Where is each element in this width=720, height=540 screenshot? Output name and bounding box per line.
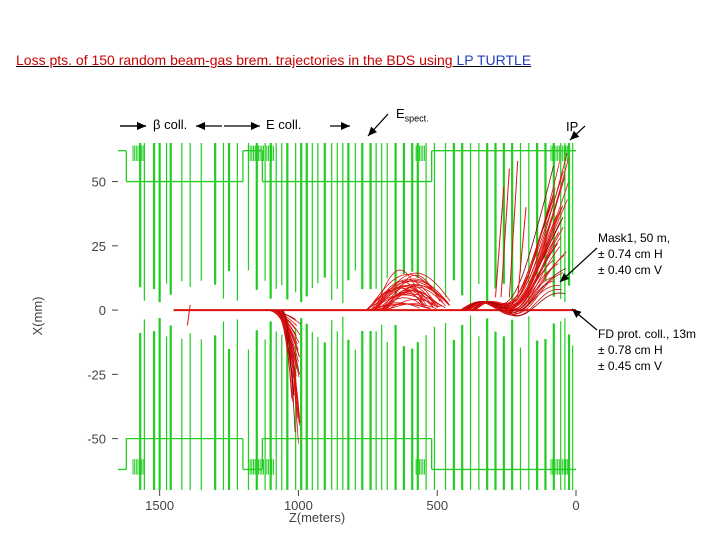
fdprot-line-2: ± 0.78 cm H — [598, 343, 663, 357]
fdprot-note — [598, 326, 696, 374]
trajectory-layer — [174, 153, 576, 444]
mask1-line-2: ± 0.74 cm H — [598, 247, 663, 261]
e-spect-main: E — [396, 106, 405, 121]
beta-coll-label: β coll. — [153, 117, 188, 132]
mask1-line-3: ± 0.40 cm V — [598, 263, 662, 277]
fdprot-line-3: ± 0.45 cm V — [598, 359, 662, 373]
y-tick-label: 0 — [98, 303, 106, 319]
e-spect-label — [396, 106, 429, 124]
e-coll-left-arrow-head — [251, 122, 260, 130]
x-axis-label: Z(meters) — [288, 510, 346, 525]
e-coll-label: E coll. — [266, 117, 302, 132]
y-axis-label: X(mm) — [30, 296, 45, 336]
mask1-line-1: Mask1, 50 m, — [598, 231, 671, 245]
x-tick-label: 0 — [572, 498, 580, 513]
e-spect-sub: spect. — [404, 113, 429, 124]
trajectory-spike-0 — [501, 169, 509, 298]
fdprot-line-1: FD prot. coll., 13m — [598, 327, 697, 341]
y-tick-label: 50 — [91, 174, 106, 190]
axes-layer — [30, 175, 580, 525]
y-tick-label: 25 — [91, 238, 106, 254]
y-tick-label: -50 — [87, 431, 106, 447]
x-tick-label: 1000 — [283, 498, 313, 513]
ip-label: IP — [566, 119, 579, 134]
e-coll-right-arrow-head — [341, 122, 350, 130]
x-tick-label: 1500 — [145, 498, 175, 513]
trajectory-spike-1 — [509, 161, 517, 297]
trajectory-beta-coll — [187, 305, 190, 326]
beta-coll-right-arrow-head — [196, 122, 205, 130]
title-prefix: Loss pts. of 150 random beam-gas brem. trajectories in the BDS using — [16, 52, 457, 68]
mask1-note — [598, 230, 670, 278]
y-tick-label: -25 — [87, 367, 106, 383]
x-tick-label: 500 — [426, 498, 449, 513]
title-tool-link[interactable]: LP TURTLE — [456, 52, 532, 68]
beta-coll-arrow-a-head — [137, 122, 146, 130]
